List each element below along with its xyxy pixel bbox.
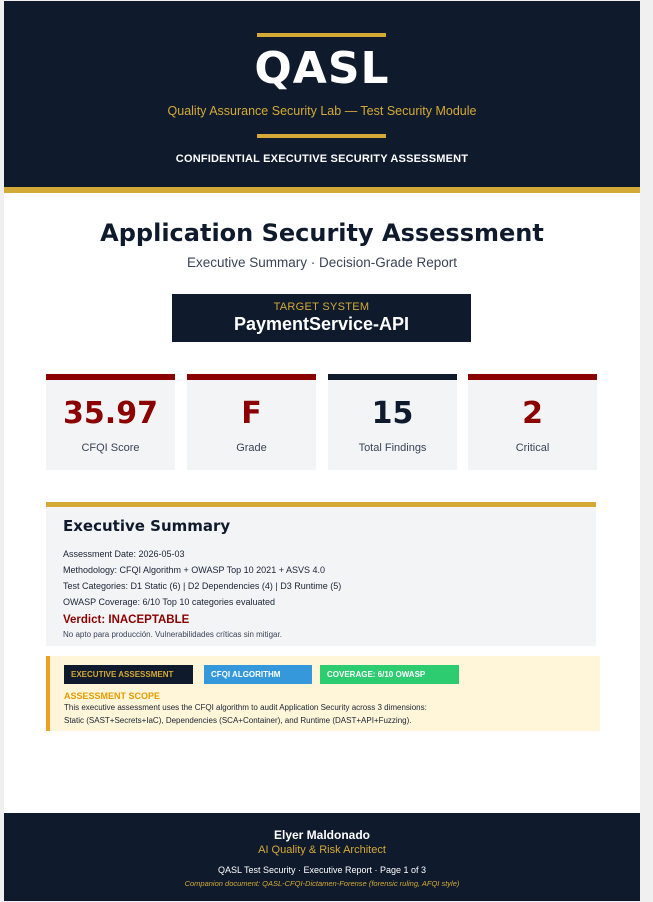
document-title: Application Security Assessment <box>100 219 544 247</box>
assessment-date: Assessment Date: 2026-05-03 <box>63 549 185 559</box>
kpi-accent-bar <box>46 374 175 380</box>
target-system-box <box>172 294 471 342</box>
brand-subtitle: Quality Assurance Security Lab — Test Security Module <box>167 104 477 118</box>
owasp-coverage: OWASP Coverage: 6/10 Top 10 categories evaluated <box>63 597 275 607</box>
target-system-name: PaymentService-API <box>233 314 410 334</box>
kpi-label: CFQI Score <box>81 442 140 454</box>
author-role: AI Quality & Risk Architect <box>258 844 386 856</box>
kpi-card-grade <box>187 374 316 470</box>
kpi-label: Critical <box>515 442 550 454</box>
kpi-card-total-findings <box>328 374 457 470</box>
target-system-label: TARGET SYSTEM <box>273 301 370 313</box>
scope-text-line-2: Static (SAST+Secrets+IaC), Dependencies (SCA+Container), and Runtime (DAST+API+Fuzzing). <box>64 716 412 725</box>
header-bottom-divider <box>257 134 386 138</box>
brand-title: QASL <box>254 43 390 94</box>
kpi-value: 15 <box>371 396 414 431</box>
report-footer <box>4 813 640 901</box>
kpi-label: Grade <box>236 442 267 454</box>
kpi-value: F <box>241 396 262 431</box>
verdict-note: No apto para producción. Vulnerabilidades críticas sin mitigar. <box>63 630 282 639</box>
kpi-value: 2 <box>522 396 543 431</box>
badge-executive-assessment: EXECUTIVE ASSESSMENT <box>64 665 193 684</box>
confidential-label: CONFIDENTIAL EXECUTIVE SECURITY ASSESSMENT <box>175 153 469 165</box>
companion-document: Companion document: QASL-CFQI-Dictamen-Forense (forensic ruling, AFQI style) <box>184 879 460 888</box>
assessment-scope-panel <box>46 656 600 731</box>
badge-cfqi-algorithm: CFQI ALGORITHM <box>204 665 312 684</box>
kpi-label: Total Findings <box>358 442 427 454</box>
kpi-accent-bar <box>328 374 457 380</box>
kpi-value: 35.97 <box>63 396 158 431</box>
verdict: Verdict: INACEPTABLE <box>63 614 190 626</box>
header-top-divider <box>257 33 386 37</box>
executive-summary-title: Executive Summary <box>63 517 231 535</box>
document-subtitle: Executive Summary · Decision-Grade Report <box>186 255 458 270</box>
kpi-card-critical <box>468 374 597 470</box>
header-accent-bar <box>4 187 640 193</box>
scope-text-line-1: This executive assessment uses the CFQI algorithm to audit Application Security across 3 dimensions: <box>64 703 427 712</box>
scope-title: ASSESSMENT SCOPE <box>64 691 161 701</box>
test-categories: Test Categories: D1 Static (6) | D2 Dependencies (4) | D3 Runtime (5) <box>63 581 342 591</box>
report-header <box>4 1 640 187</box>
kpi-card-cfqi-score <box>46 374 175 470</box>
kpi-accent-bar <box>187 374 316 380</box>
report-page <box>4 1 640 901</box>
badge-coverage: COVERAGE: 6/10 OWASP <box>320 665 459 684</box>
kpi-accent-bar <box>468 374 597 380</box>
executive-summary-panel <box>46 502 596 646</box>
author-name: Elyer Maldonado <box>273 828 371 842</box>
page-info: QASL Test Security · Executive Report · Page 1 of 3 <box>217 865 427 875</box>
methodology: Methodology: CFQI Algorithm + OWASP Top 10 2021 + ASVS 4.0 <box>63 565 325 575</box>
